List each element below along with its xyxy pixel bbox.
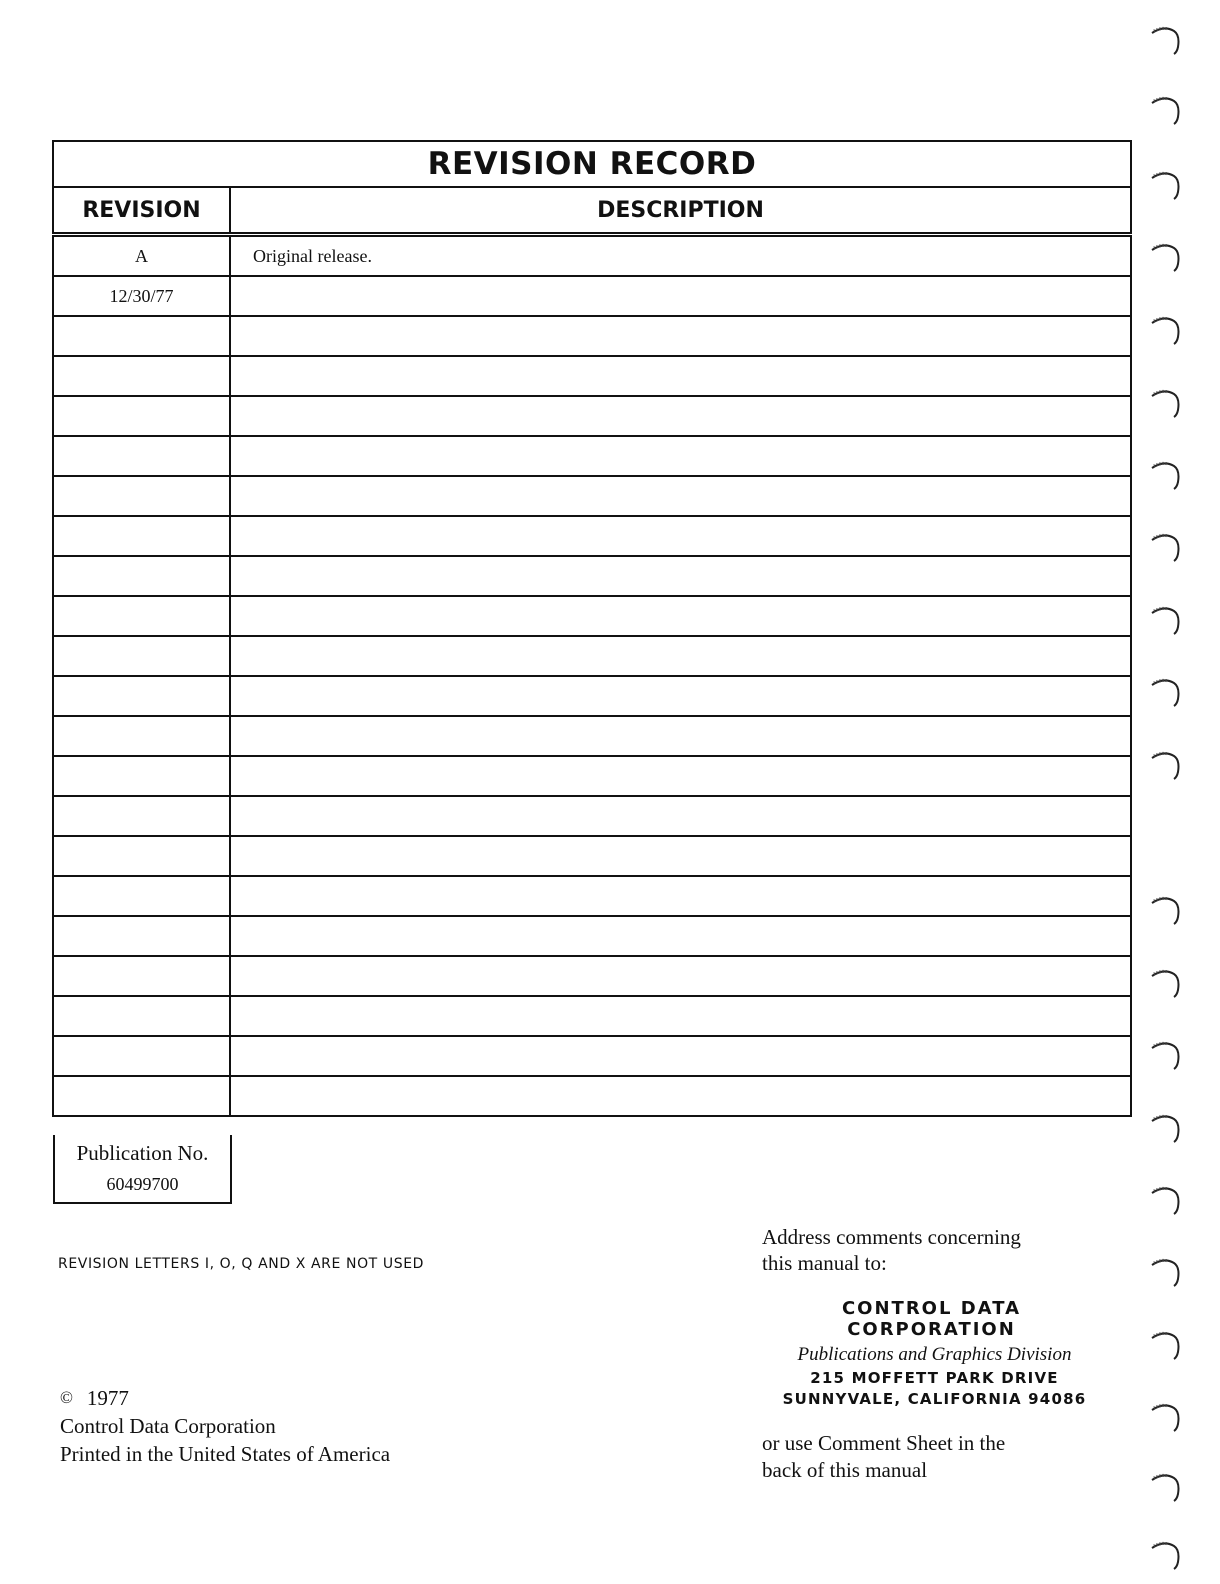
description-cell <box>230 996 1131 1036</box>
publication-number-box <box>53 1135 232 1204</box>
revision-letters-note: REVISION LETTERS I, O, Q AND X ARE NOT USED <box>58 1256 425 1272</box>
binding-hole-mark <box>1150 315 1184 345</box>
binding-hole-mark <box>1150 895 1184 925</box>
description-cell <box>230 356 1131 396</box>
binding-holes <box>1150 20 1190 1580</box>
description-cell: Original release. <box>230 235 1131 277</box>
revision-cell <box>53 836 230 876</box>
address-outro-line1: or use Comment Sheet in the <box>762 1431 1006 1455</box>
binding-hole-mark <box>1150 532 1184 562</box>
table-row <box>53 996 1131 1036</box>
copyright-block <box>60 1384 390 1468</box>
binding-hole-mark <box>1150 1472 1184 1502</box>
description-cell <box>230 756 1131 796</box>
printed-in: Printed in the United States of America <box>60 1442 391 1466</box>
description-cell <box>230 956 1131 996</box>
revision-record-table <box>52 140 1132 1117</box>
address-intro-line2: this manual to: <box>762 1251 887 1275</box>
table-row <box>53 836 1131 876</box>
revision-cell <box>53 956 230 996</box>
description-cell <box>230 556 1131 596</box>
table-row <box>53 396 1131 436</box>
binding-hole-mark <box>1150 968 1184 998</box>
binding-hole-mark <box>1150 1402 1184 1432</box>
description-cell <box>230 716 1131 756</box>
revision-cell: 12/30/77 <box>53 276 230 316</box>
revision-cell <box>53 796 230 836</box>
binding-hole-mark <box>1150 170 1184 200</box>
description-cell <box>230 316 1131 356</box>
binding-hole-mark <box>1150 677 1184 707</box>
table-row <box>53 556 1131 596</box>
table-row <box>53 716 1131 756</box>
table-row <box>53 235 1131 277</box>
description-cell <box>230 676 1131 716</box>
table-row <box>53 1036 1131 1076</box>
description-cell <box>230 436 1131 476</box>
revision-cell <box>53 396 230 436</box>
address-outro-line2: back of this manual <box>762 1458 928 1482</box>
copyright-company: Control Data Corporation <box>60 1414 276 1438</box>
binding-hole-mark <box>1150 460 1184 490</box>
revision-cell <box>53 676 230 716</box>
table-row <box>53 476 1131 516</box>
revision-cell <box>53 476 230 516</box>
binding-hole-mark <box>1150 25 1184 55</box>
corporate-address <box>762 1298 1107 1408</box>
binding-hole-mark <box>1150 1185 1184 1215</box>
address-outro <box>762 1430 1122 1484</box>
binding-hole-mark <box>1150 95 1184 125</box>
table-row <box>53 596 1131 636</box>
revision-cell <box>53 756 230 796</box>
description-cell <box>230 836 1131 876</box>
address-intro-line1: Address comments concerning <box>762 1225 1021 1249</box>
revision-rows <box>53 235 1131 1117</box>
description-cell <box>230 916 1131 956</box>
revision-cell <box>53 876 230 916</box>
binding-hole-mark <box>1150 1257 1184 1287</box>
table-row <box>53 316 1131 356</box>
description-cell <box>230 636 1131 676</box>
street-address: 215 MOFFETT PARK DRIVE <box>810 1369 1059 1387</box>
revision-cell <box>53 916 230 956</box>
description-cell <box>230 276 1131 316</box>
binding-hole-mark <box>1150 1113 1184 1143</box>
table-row <box>53 436 1131 476</box>
revision-cell <box>53 1076 230 1116</box>
column-header-description: DESCRIPTION <box>230 187 1131 235</box>
division-name: Publications and Graphics Division <box>797 1344 1072 1365</box>
description-cell <box>230 516 1131 556</box>
table-title: REVISION RECORD <box>53 141 1131 187</box>
table-row <box>53 756 1131 796</box>
revision-cell <box>53 356 230 396</box>
revision-cell <box>53 436 230 476</box>
description-cell <box>230 476 1131 516</box>
table-row <box>53 796 1131 836</box>
revision-cell <box>53 316 230 356</box>
copyright-symbol: © <box>60 1388 73 1407</box>
publication-label: Publication No. <box>76 1141 209 1165</box>
revision-cell <box>53 716 230 756</box>
table-row <box>53 636 1131 676</box>
description-cell <box>230 876 1131 916</box>
table-row <box>53 276 1131 316</box>
address-block <box>762 1224 1122 1484</box>
table-row <box>53 916 1131 956</box>
binding-hole-mark <box>1150 1540 1184 1570</box>
table-row <box>53 356 1131 396</box>
city-address: SUNNYVALE, CALIFORNIA 94086 <box>782 1390 1087 1408</box>
column-header-revision: REVISION <box>53 187 230 235</box>
table-row <box>53 876 1131 916</box>
binding-hole-mark <box>1150 1040 1184 1070</box>
description-cell <box>230 1036 1131 1076</box>
revision-cell <box>53 516 230 556</box>
table-row <box>53 516 1131 556</box>
address-intro <box>762 1224 1122 1276</box>
publication-number: 60499700 <box>106 1174 179 1194</box>
table-row <box>53 676 1131 716</box>
table-row <box>53 956 1131 996</box>
binding-hole-mark <box>1150 242 1184 272</box>
description-cell <box>230 1076 1131 1116</box>
table-row <box>53 1076 1131 1116</box>
binding-hole-mark <box>1150 388 1184 418</box>
revision-cell <box>53 1036 230 1076</box>
description-cell <box>230 796 1131 836</box>
corporation-name: CONTROL DATA CORPORATION <box>841 1298 1022 1340</box>
binding-hole-mark <box>1150 605 1184 635</box>
revision-cell <box>53 556 230 596</box>
copyright-year: 1977 <box>86 1386 129 1410</box>
description-cell <box>230 596 1131 636</box>
binding-hole-mark <box>1150 1330 1184 1360</box>
revision-cell <box>53 596 230 636</box>
revision-cell <box>53 636 230 676</box>
revision-cell <box>53 996 230 1036</box>
binding-hole-mark <box>1150 750 1184 780</box>
revision-cell: A <box>53 235 230 277</box>
description-cell <box>230 396 1131 436</box>
